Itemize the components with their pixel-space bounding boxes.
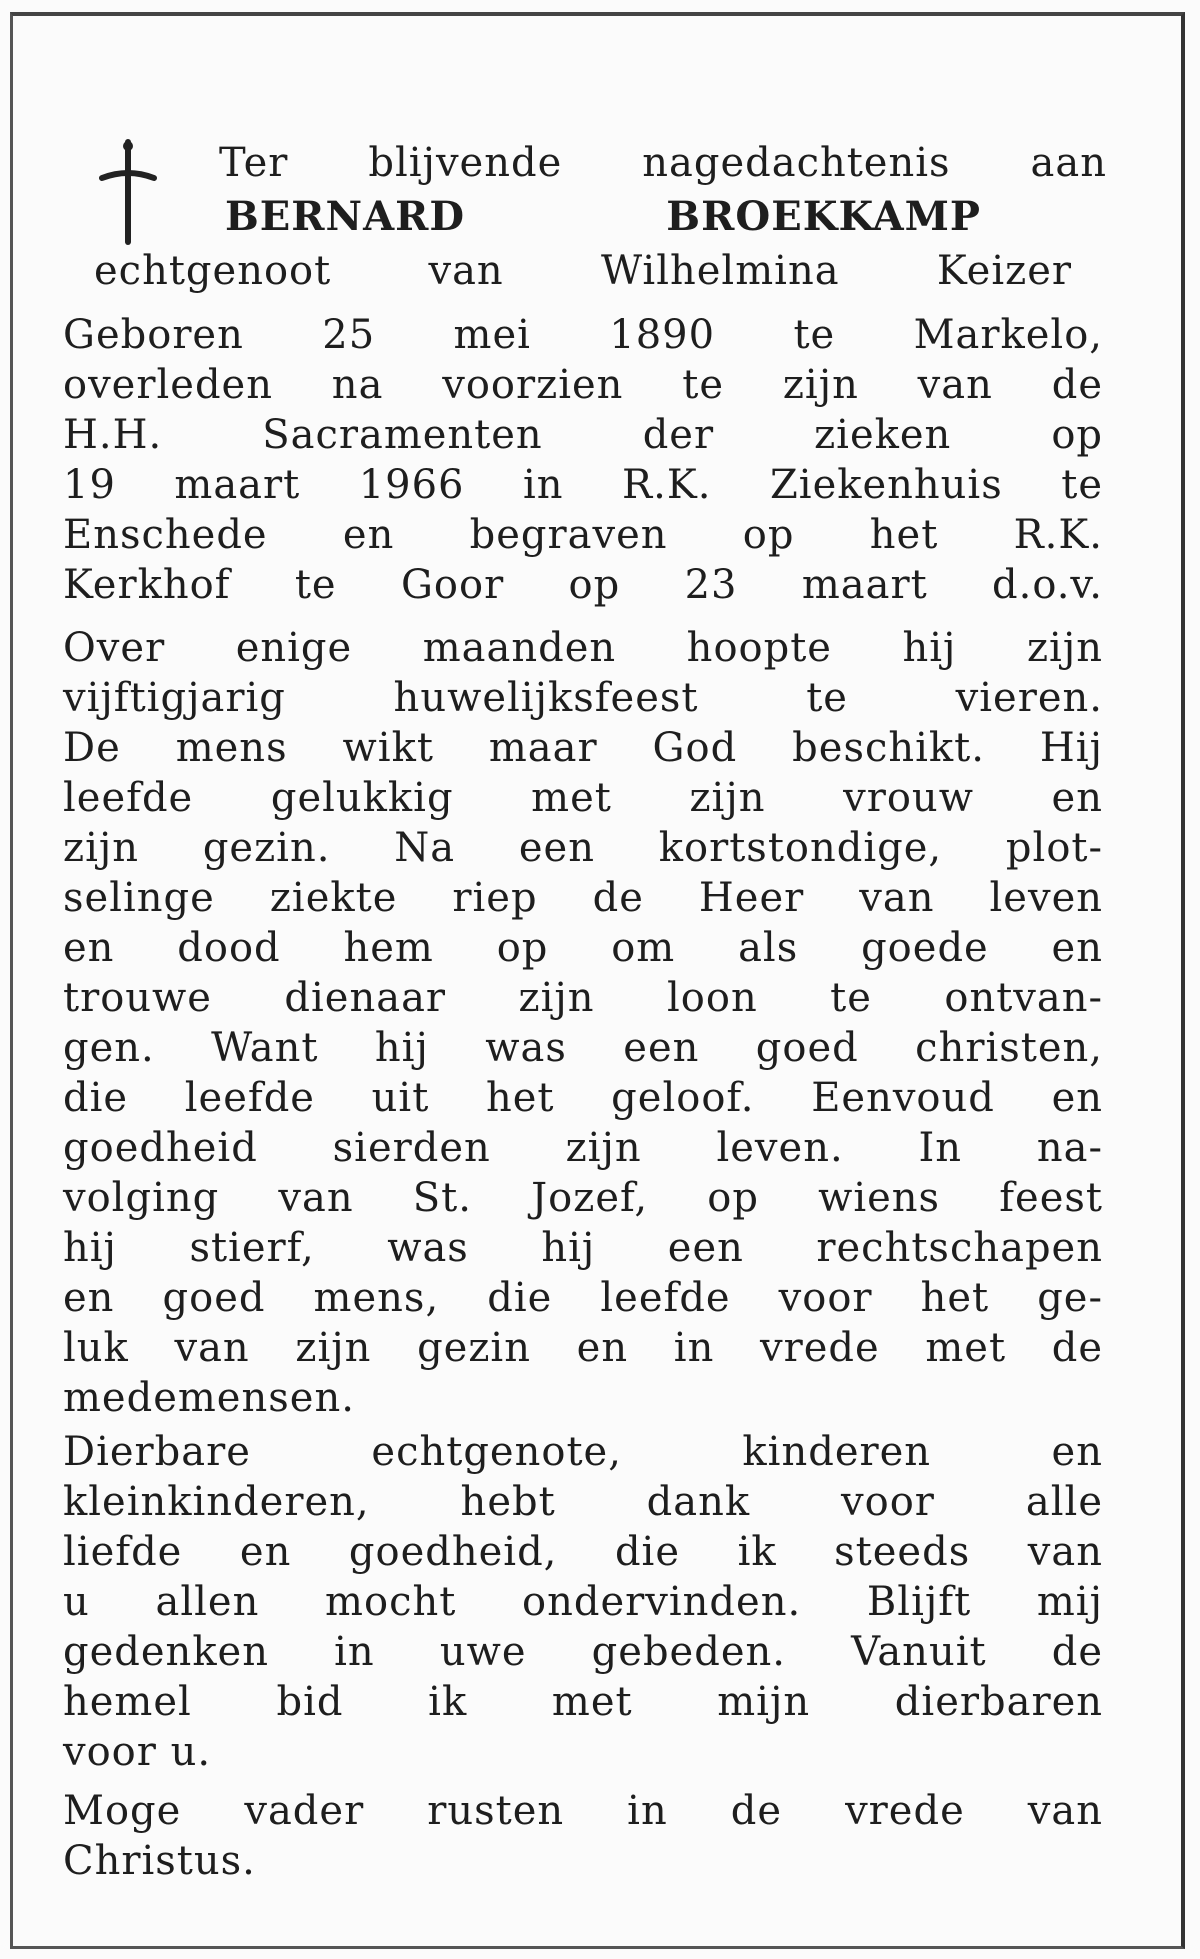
- text-line: Dierbare echtgenote, kinderen en: [63, 1429, 1103, 1475]
- cross-icon: [98, 138, 158, 248]
- text-line: goedheid sierden zijn leven. In na-: [63, 1125, 1103, 1171]
- text-line: en dood hem op om als goede en: [63, 925, 1103, 971]
- text-line: gen. Want hij was een goed christen,: [63, 1025, 1103, 1071]
- text-line: trouwe dienaar zijn loon te ontvan-: [63, 975, 1103, 1021]
- text-line: zijn gezin. Na een kortstondige, plot-: [63, 825, 1103, 871]
- text-line: medemensen.: [63, 1375, 355, 1421]
- intro-line: Ter blijvende nagedachtenis aan: [219, 140, 1107, 186]
- text-line: leefde gelukkig met zijn vrouw en: [63, 775, 1103, 821]
- text-line: hemel bid ik met mijn dierbaren: [63, 1679, 1103, 1725]
- text-line: 19 maart 1966 in R.K. Ziekenhuis te: [63, 462, 1103, 508]
- spouse-line: echtgenoot van Wilhelmina Keizer: [94, 248, 1072, 294]
- text-line: selinge ziekte riep de Heer van leven: [63, 875, 1103, 921]
- text-line: De mens wikt maar God beschikt. Hij: [63, 725, 1103, 771]
- text-line: Moge vader rusten in de vrede van: [63, 1788, 1103, 1834]
- text-line: voor u.: [63, 1729, 212, 1775]
- text-line: overleden na voorzien te zijn van de: [63, 362, 1103, 408]
- deceased-name: BERNARD BROEKKAMP: [225, 193, 981, 240]
- text-line: en goed mens, die leefde voor het ge-: [63, 1275, 1103, 1321]
- text-line: gedenken in uwe gebeden. Vanuit de: [63, 1629, 1103, 1675]
- text-line: volging van St. Jozef, op wiens feest: [63, 1175, 1103, 1221]
- text-line: kleinkinderen, hebt dank voor alle: [63, 1479, 1103, 1525]
- text-line: hij stierf, was hij een rechtschapen: [63, 1225, 1103, 1271]
- text-line: die leefde uit het geloof. Eenvoud en: [63, 1075, 1103, 1121]
- text-line: vijftigjarig huwelijksfeest te vieren.: [63, 675, 1103, 721]
- text-line: Christus.: [63, 1838, 256, 1884]
- text-line: H.H. Sacramenten der zieken op: [63, 412, 1103, 458]
- text-line: Geboren 25 mei 1890 te Markelo,: [63, 312, 1103, 358]
- text-line: Enschede en begraven op het R.K.: [63, 512, 1103, 558]
- text-line: Kerkhof te Goor op 23 maart d.o.v.: [63, 562, 1103, 608]
- text-line: liefde en goedheid, die ik steeds van: [63, 1529, 1103, 1575]
- text-line: Over enige maanden hoopte hij zijn: [63, 625, 1103, 671]
- text-line: luk van zijn gezin en in vrede met de: [63, 1325, 1103, 1371]
- text-line: u allen mocht ondervinden. Blijft mij: [63, 1579, 1103, 1625]
